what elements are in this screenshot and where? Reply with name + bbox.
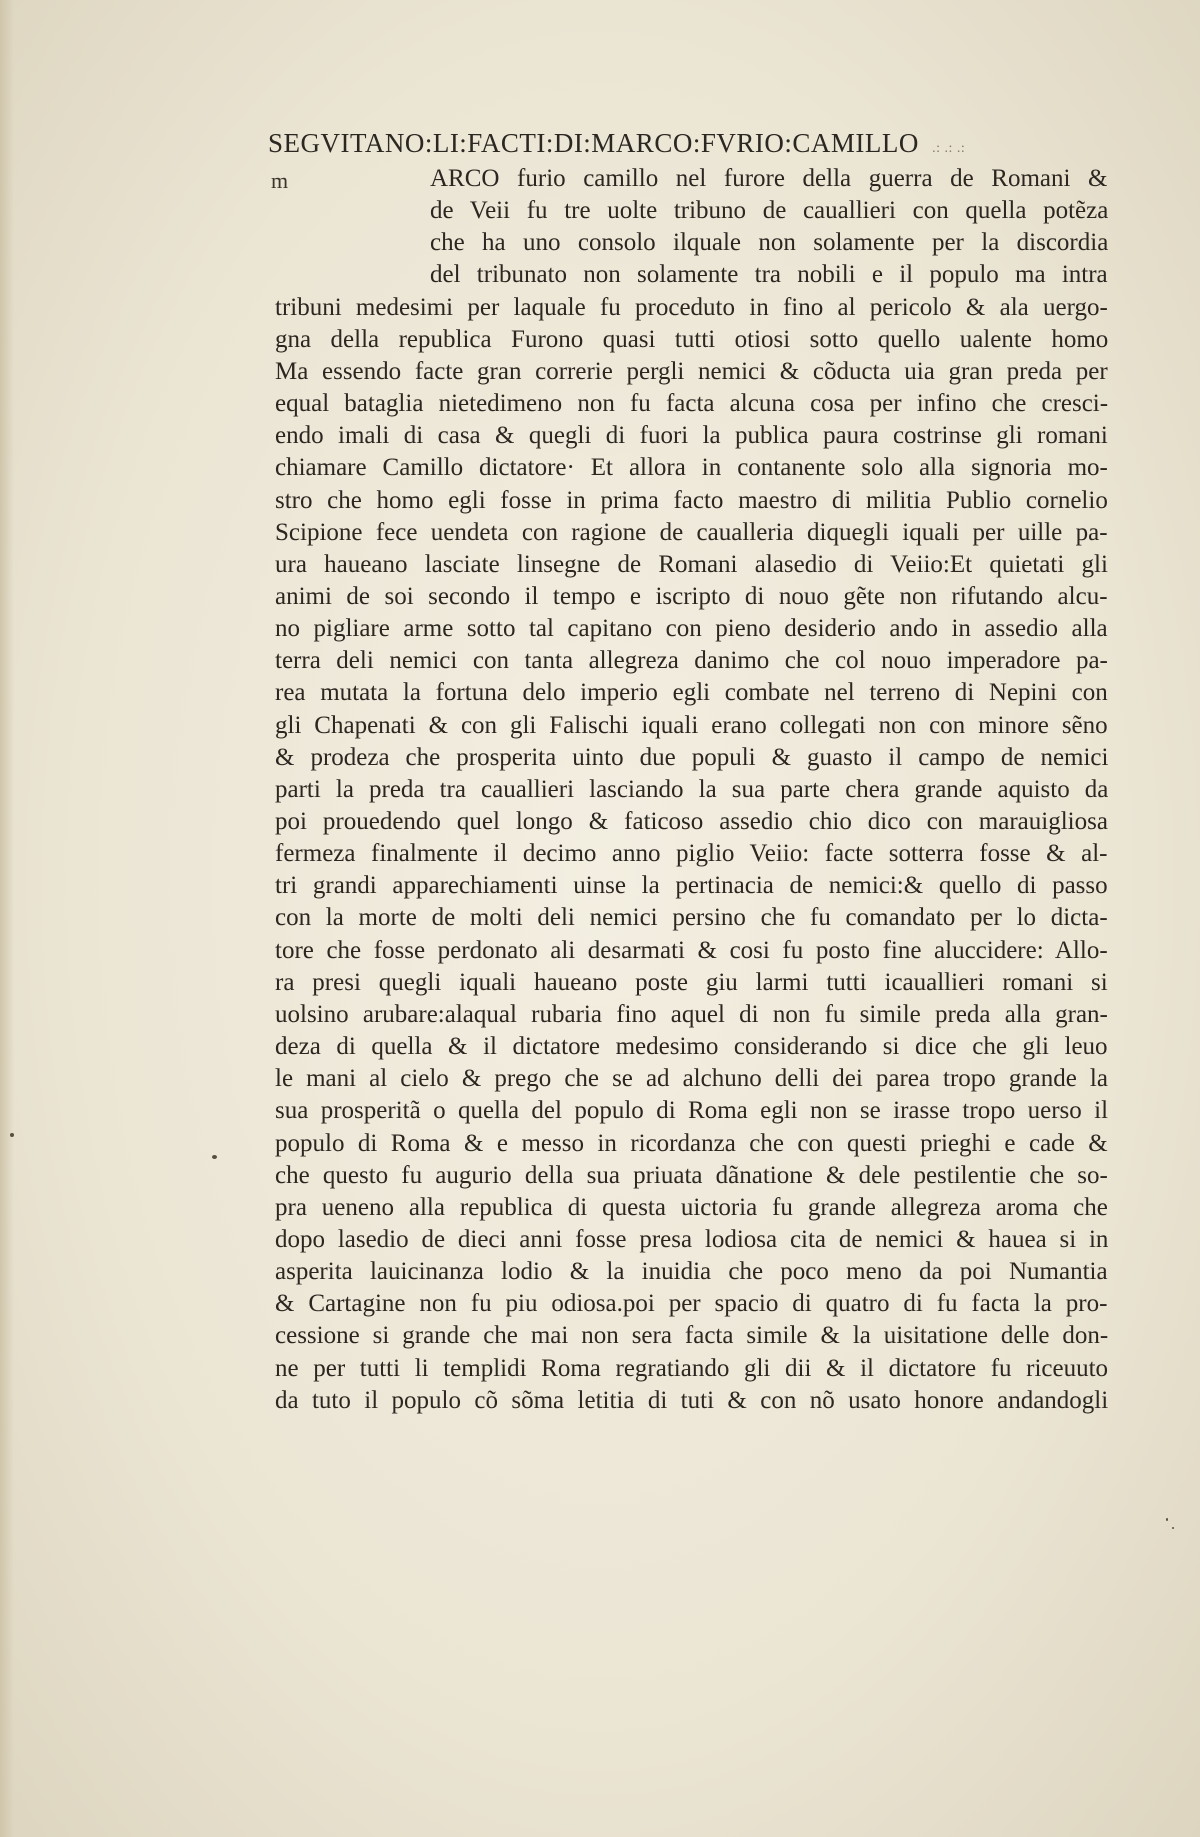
ink-speck xyxy=(1166,1518,1168,1521)
text-line: de Veii fu tre uolte tribuno de cauallieri con quella potẽza xyxy=(430,197,1109,225)
text-line: & Cartagine non fu piu odiosa.poi per spacio di quatro di fu facta la pro- xyxy=(275,1290,1108,1318)
text-line: fermeza finalmente il decimo anno piglio Veiio: facte sotterra fosse & al- xyxy=(275,840,1108,868)
heading-ornament: .: .: .: xyxy=(932,141,966,156)
text-line: le mani al cielo & prego che se ad alchuno delli dei parea tropo grande la xyxy=(275,1065,1108,1093)
text-line: tribuni medesimi per laquale fu proceduto in fino al pericolo & ala uergo- xyxy=(275,293,1108,321)
text-line: sua prosperitã o quella del populo di Roma egli non se irasse tropo uerso il xyxy=(275,1097,1109,1125)
text-line: parti la preda tra cauallieri lasciando la sua parte chera grande aquisto da xyxy=(275,775,1109,803)
initial-guide-letter: m xyxy=(271,168,289,193)
text-line: da tuto il populo cõ sõma letitia di tuti & con nõ usato honore andandogli xyxy=(275,1386,1109,1414)
text-line: poi prouedendo quel longo & faticoso assedio chio dico con marauigliosa xyxy=(275,808,1108,835)
text-line: Scipione fece uendeta con ragione de caualleria diquegli iquali per uille pa- xyxy=(275,518,1108,546)
page-edge-shadow xyxy=(0,0,14,1837)
text-line: gna della republica Furono quasi tutti otiosi sotto quello ualente homo xyxy=(275,325,1109,353)
text-line: gli Chapenati & con gli Falischi iquali erano collegati non con minore sẽno xyxy=(275,711,1108,739)
text-line: ra presi quegli iquali haueano poste giu larmi tutti icauallieri romani si xyxy=(275,968,1108,996)
text-line: no pigliare arme sotto tal capitano con pieno desiderio ando in assedio alla xyxy=(275,615,1108,643)
text-line: animi de soi secondo il tempo e iscripto di nouo gẽte non rifutando alcu- xyxy=(275,582,1108,610)
text-line: & prodeza che prosperita uinto due populi & guasto il campo de nemici xyxy=(275,743,1109,771)
text-line: asperita lauicinanza lodio & la inuidia che poco meno da poi Numantia xyxy=(275,1258,1108,1286)
text-line: populo di Roma & e messo in ricordanza che con questi prieghi e cade & xyxy=(275,1129,1108,1157)
text-line: tri grandi apparechiamenti uinse la pertinacia de nemici:& quello di passo xyxy=(275,872,1108,900)
text-line: che questo fu augurio della sua priuata dãnatione & dele pestilentie che so- xyxy=(275,1161,1108,1189)
chapter-heading xyxy=(268,128,1028,159)
text-line: ARCO furio camillo nel furore della guerra de Romani & xyxy=(430,165,1108,192)
text-line: endo imali di casa & quegli di fuori la publica paura costrinse gli romani xyxy=(275,422,1108,450)
ink-speck xyxy=(212,1155,217,1159)
text-line: pra ueneno alla republica di questa uictoria fu grande allegreza aroma che xyxy=(275,1193,1108,1221)
text-line: ne per tutti li templidi Roma regratiando gli dii & il dictatore fu riceuuto xyxy=(275,1354,1109,1382)
text-line: ura haueano lasciate linsegne de Romani alasedio di Veiio:Et quietati gli xyxy=(275,550,1108,578)
text-line: chiamare Camillo dictatore· Et allora in contanente solo alla signoria mo- xyxy=(275,454,1108,482)
text-line: cessione si grande che mai non sera facta simile & la uisitatione delle don- xyxy=(275,1322,1109,1350)
chapter-heading-text: SEGVITANO:LI:FACTI:DI:MARCO:FVRIO:CAMILLO xyxy=(268,128,919,158)
text-line: tore che fosse perdonato ali desarmati & cosi fu posto fine aluccidere: Allo- xyxy=(275,936,1108,964)
text-line: deza di quella & il dictatore medesimo considerando si dice che gli leuo xyxy=(275,1033,1108,1061)
text-line: del tribunato non solamente tra nobili e il populo ma intra xyxy=(430,261,1108,289)
ink-speck xyxy=(10,1133,14,1137)
text-line: Ma essendo facte gran correrie pergli nemici & cõducta uia gran preda per xyxy=(275,357,1108,385)
text-line: rea mutata la fortuna delo imperio egli combate nel terreno di Nepini con xyxy=(275,679,1108,707)
text-line: con la morte de molti deli nemici persino che fu comandato per lo dicta- xyxy=(275,904,1108,932)
text-line: stro che homo egli fosse in prima facto maestro di militia Publio cornelio xyxy=(275,486,1108,514)
text-line: equal bataglia nietedimeno non fu facta alcuna cosa per infino che cresci- xyxy=(275,390,1109,418)
ink-speck xyxy=(1172,1527,1174,1529)
text-line: che ha uno consolo ilquale non solamente per la discordia xyxy=(430,229,1109,257)
text-line: dopo lasedio de dieci anni fosse presa lodiosa cita de nemici & hauea si in xyxy=(275,1225,1109,1253)
text-line: uolsino arubare:alaqual rubaria fino aquel di non fu simile preda alla gran- xyxy=(275,1000,1108,1028)
text-line: terra deli nemici con tanta allegreza danimo che col nouo imperadore pa- xyxy=(275,647,1108,675)
